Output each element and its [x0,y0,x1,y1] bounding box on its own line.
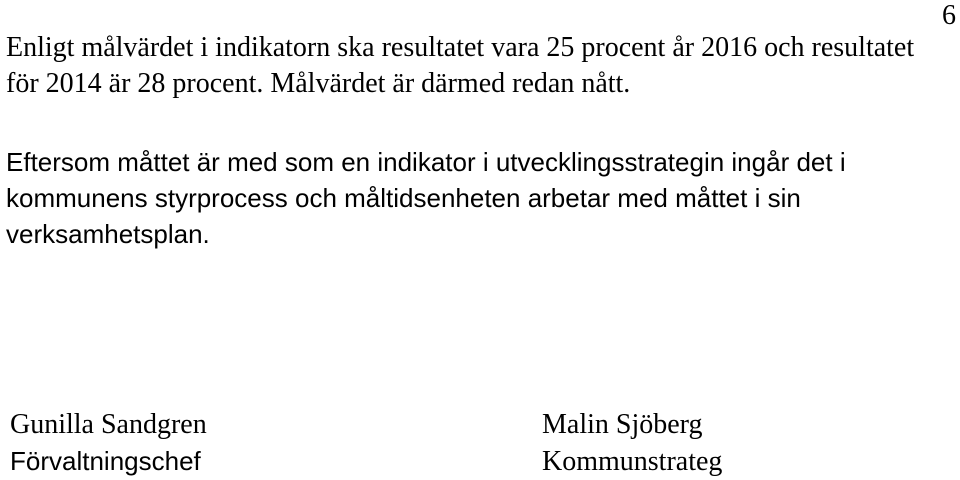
signatory-name: Gunilla Sandgren [10,409,207,440]
signature-block-left [10,406,207,480]
paragraph-target-value: Enligt målvärdet i indikatorn ska resultatet vara 25 procent år 2016 och resultatet för 2014 är 28 procent. Målvärdet är därmed redan nått. [6,32,915,99]
signatory-title: Förvaltningschef [10,446,201,476]
page-number: 6 [942,0,956,31]
paragraph-indicator-strategy: Eftersom måttet är med som en indikator i utvecklingsstrategin ingår det i kommunens styrprocess och måltidsenheten arbetar med måttet i sin verksamhetsplan. [6,147,846,249]
signatory-name: Malin Sjöberg [542,409,703,440]
signatory-title: Kommunstrateg [542,446,723,477]
signature-block-right [542,406,722,480]
